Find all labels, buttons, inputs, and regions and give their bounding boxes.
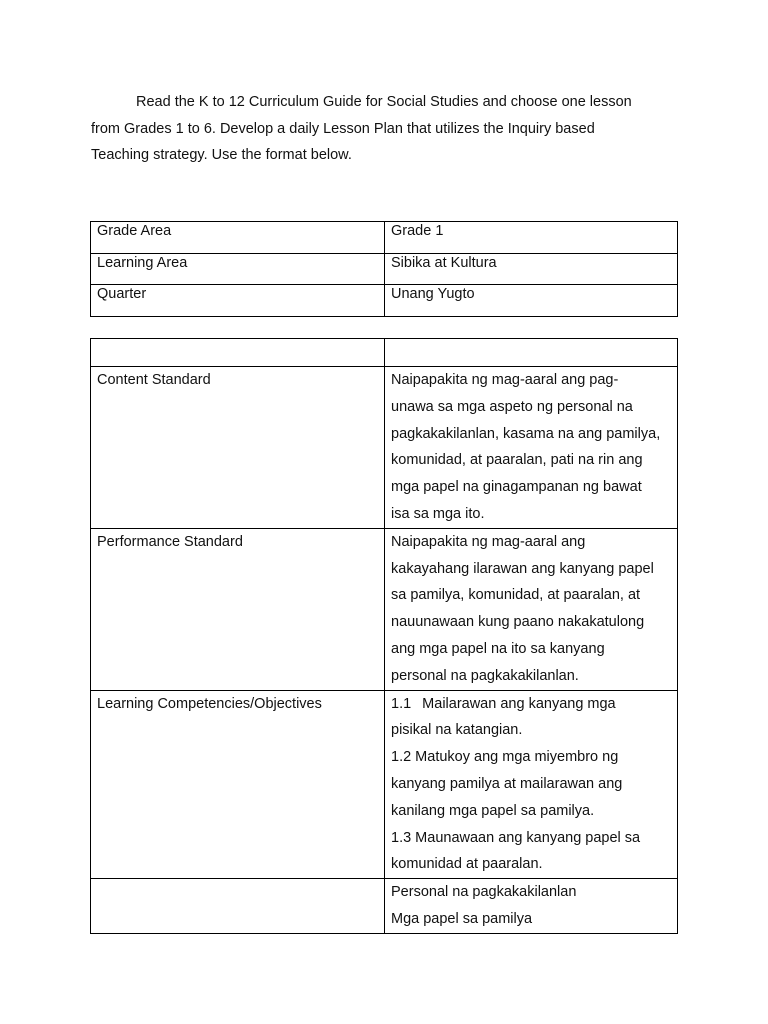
quarter-value: Unang Yugto	[385, 285, 678, 317]
text-line: personal na pagkakakilanlan.	[391, 667, 579, 684]
competencies-label: Learning Competencies/Objectives	[91, 690, 385, 879]
grade-area-label: Grade Area	[91, 222, 385, 254]
content-standard-value	[385, 367, 678, 529]
grade-area-value: Grade 1	[385, 222, 678, 254]
lesson-info-table	[90, 221, 678, 317]
text-line: kanyang pamilya at mailarawan ang	[391, 775, 623, 792]
text-line: Naipapakita ng mag-aaral ang pag-	[391, 372, 619, 388]
instructions-line: Read the K to 12 Curriculum Guide for Social Studies and choose one lesson	[136, 94, 632, 110]
instructions-line: from Grades 1 to 6. Develop a daily Lesson Plan that utilizes the Inquiry based	[91, 120, 595, 137]
text-line: Personal na pagkakakilanlan	[391, 884, 577, 901]
text-line: komunidad at paaralan.	[391, 856, 543, 873]
text-line: sa pamilya, komunidad, at paaralan, at	[391, 587, 641, 604]
text-line: Mga papel sa pamilya	[391, 910, 533, 927]
text-line: kanilang mga papel sa pamilya.	[391, 802, 595, 819]
objective-number: 1.1	[391, 695, 412, 712]
text-line: 1.1 Mailarawan ang kanyang mga	[391, 695, 616, 712]
learning-area-label: Learning Area	[91, 253, 385, 285]
table-header-row	[91, 339, 678, 367]
text-line: komunidad, at paaralan, pati na rin ang	[391, 452, 643, 469]
table-row	[91, 690, 678, 879]
text-line: 1.2 Matukoy ang mga miyembro ng	[391, 749, 619, 766]
instructions-paragraph	[91, 89, 681, 169]
text-line: unawa sa mga aspeto ng personal na	[391, 398, 633, 415]
content-value	[385, 879, 678, 934]
text-line: pagkakakilanlan, kasama na ang pamilya,	[391, 425, 661, 442]
quarter-label: Quarter	[91, 285, 385, 317]
content-standard-label: Content Standard	[91, 367, 385, 529]
text-line: pisikal na katangian.	[391, 722, 523, 739]
text-line: isa sa mga ito.	[391, 505, 485, 522]
table-row	[91, 528, 678, 690]
text-line: mga papel na ginagampanan ng bawat	[391, 479, 642, 496]
text-line: nauunawaan kung paano nakakatulong	[391, 614, 645, 631]
lesson-plan-table	[90, 338, 678, 934]
table-row	[91, 253, 678, 285]
text-line: 1.3 Maunawaan ang kanyang papel sa	[391, 829, 641, 846]
content-label	[91, 879, 385, 934]
header-cell	[385, 339, 678, 367]
header-cell	[91, 339, 385, 367]
text-line: Naipapakita ng mag-aaral ang	[391, 533, 586, 550]
instructions-line: Teaching strategy. Use the format below.	[91, 147, 352, 163]
table-row	[91, 285, 678, 317]
table-row	[91, 222, 678, 254]
performance-standard-value	[385, 528, 678, 690]
competencies-value	[385, 690, 678, 879]
learning-area-value: Sibika at Kultura	[385, 253, 678, 285]
table-row	[91, 879, 678, 934]
table-row	[91, 367, 678, 529]
text-line: ang mga papel na ito sa kanyang	[391, 640, 605, 657]
performance-standard-label: Performance Standard	[91, 528, 385, 690]
text-line: kakayahang ilarawan ang kanyang papel	[391, 560, 654, 577]
